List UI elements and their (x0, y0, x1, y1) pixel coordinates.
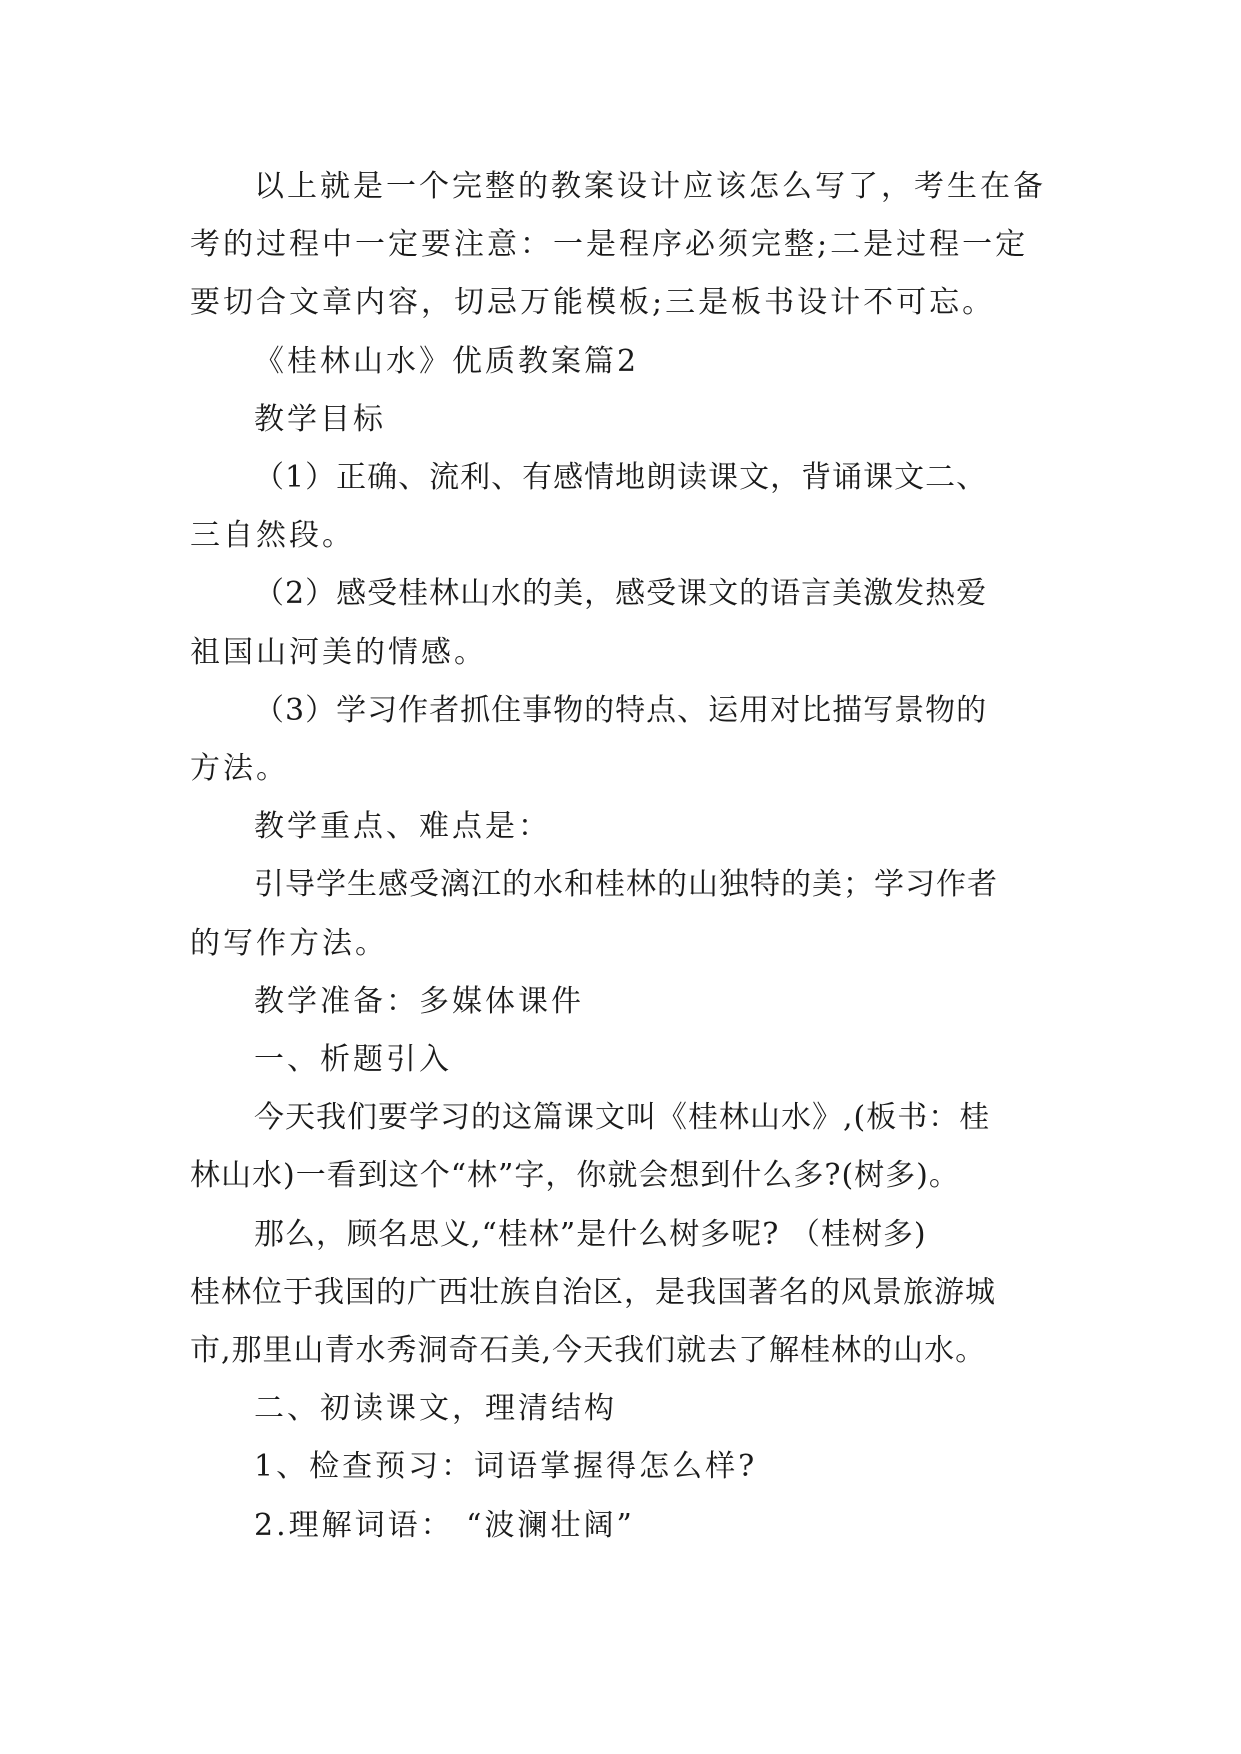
text-line: 市,那里山青水秀洞奇石美,今天我们就去了解桂林的山水。 (190, 1333, 987, 1369)
text-line: 的写作方法。 (190, 925, 388, 961)
text-line: 三自然段。 (190, 518, 355, 554)
teaching-preparation: 教学准备：多媒体课件 (254, 983, 584, 1019)
key-points-text: 引导学生感受漓江的水和桂林的山独特的美；学习作者 (254, 867, 998, 903)
text-line: 桂林位于我国的广西壮族自治区，是我国著名的风景旅游城 (190, 1274, 996, 1310)
guilin-paragraph: 那么，顾名思义,“桂林”是什么树多呢? （桂树多) (254, 1216, 927, 1252)
text-line: 要切合文章内容，切忌万能模板;三是板书设计不可忘。 (190, 285, 996, 321)
goal-item-1: （1）正确、流利、有感情地朗读课文，背诵课文二、 (254, 460, 988, 496)
heading-teaching-goals: 教学目标 (254, 401, 386, 437)
heading-key-points: 教学重点、难点是： (254, 809, 551, 845)
text-line: 方法。 (190, 751, 289, 787)
document-body (190, 158, 1070, 1555)
text-line: 考的过程中一定要注意：一是程序必须完整;二是过程一定 (190, 227, 1029, 263)
step-item-1: 1、检查预习：词语掌握得怎么样? (254, 1449, 758, 1485)
goal-item-2: （2）感受桂林山水的美，感受课文的语言美激发热爱 (254, 576, 988, 612)
text-line: 以上就是一个完整的教案设计应该怎么写了，考生在备 (254, 169, 1046, 204)
text-line: 祖国山河美的情感。 (190, 634, 487, 670)
step-item-2: 2.理解词语： “波澜壮阔” (254, 1507, 635, 1543)
goal-item-3: （3）学习作者抓住事物的特点、运用对比描写景物的 (254, 692, 988, 728)
paragraph-summary (190, 158, 1070, 216)
intro-paragraph: 今天我们要学习的这篇课文叫《桂林山水》,(板书：桂 (254, 1100, 991, 1136)
section-title: 《桂林山水》优质教案篇2 (254, 343, 640, 379)
heading-step-2: 二、初读课文，理清结构 (254, 1391, 617, 1427)
heading-step-1: 一、析题引入 (254, 1042, 452, 1078)
text-line: 林山水)一看到这个“林”字，你就会想到什么多?(树多)。 (190, 1158, 960, 1194)
